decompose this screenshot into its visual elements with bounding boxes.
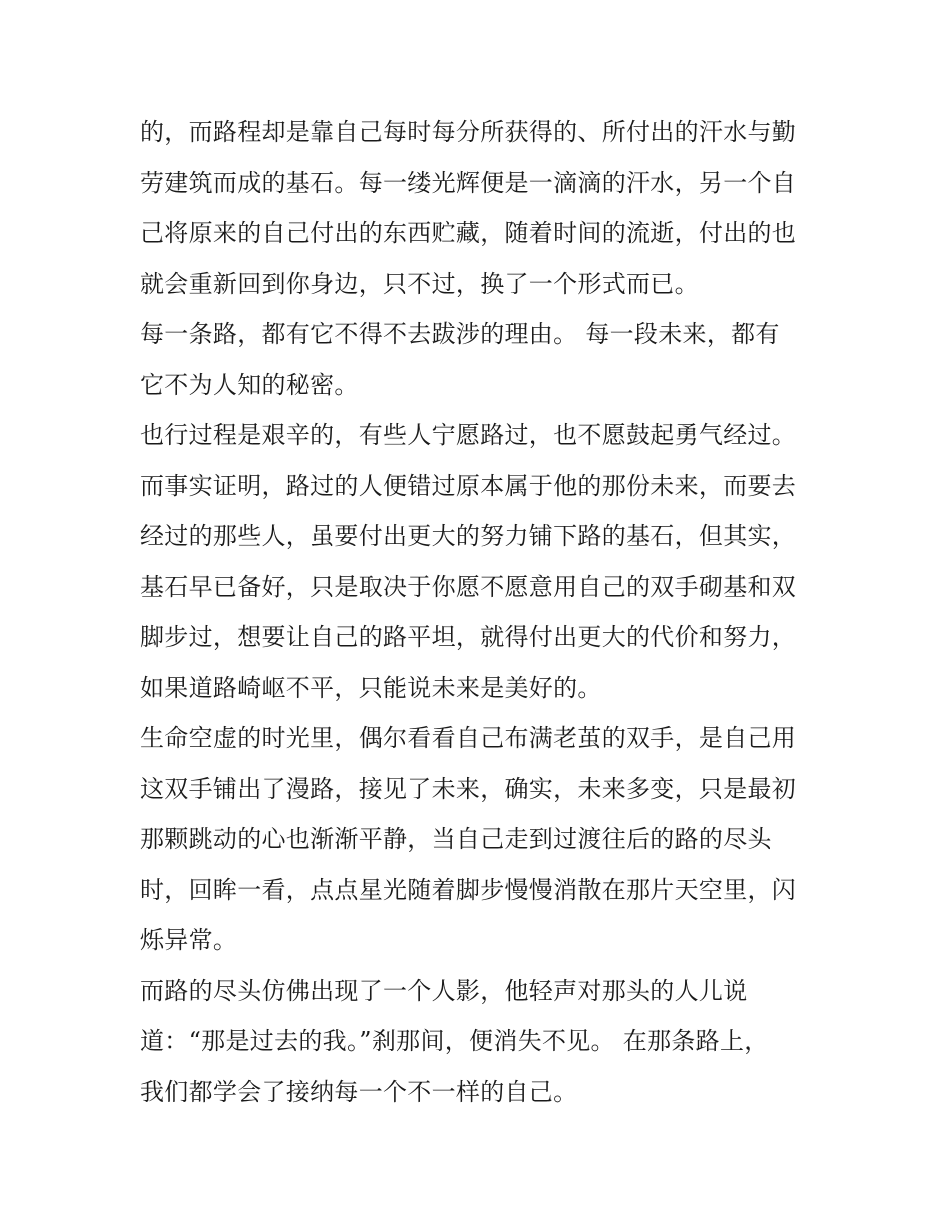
paragraph-1 <box>140 107 820 309</box>
text-line: 如果道路崎岖不平，只能说未来是美好的。 <box>140 673 602 702</box>
text-line: 经过的那些人，虽要付出更大的努力铺下路的基石，但其实， <box>140 522 797 550</box>
text-line: 道：“那是过去的我。”刹那间，便消失不见。 在那条路上， <box>140 1027 769 1055</box>
text-line: 它不为人知的秘密。 <box>140 370 359 399</box>
text-line: 时，回眸一看，点点星光随着脚步慢慢消散在那片天空里，闪 <box>140 875 797 904</box>
document-body <box>140 107 820 1117</box>
text-line: 己将原来的自己付出的东西贮藏，随着时间的流逝，付出的也 <box>140 219 797 247</box>
text-line: 这双手铺出了漫路，接见了未来，确实，未来多变，只是最初 <box>140 774 797 803</box>
paragraph-2 <box>140 309 820 410</box>
text-line: 而事实证明，路过的人便错过原本属于他的那份未来，而要去 <box>140 471 797 500</box>
text-line: 就会重新回到你身边，只不过，换了一个形式而已。 <box>140 269 699 298</box>
text-line: 而路的尽头仿佛出现了一个人影，他轻声对那头的人儿说 <box>140 976 748 1005</box>
text-line: 的，而路程却是靠自己每时每分所获得的、所付出的汗水与勤 <box>140 118 797 146</box>
paragraph-4 <box>140 713 820 966</box>
text-line: 那颗跳动的心也渐渐平静，当自己走到过渡往后的路的尽头 <box>140 825 772 853</box>
text-line: 生命空虚的时光里，偶尔看看自己布满老茧的双手，是自己用 <box>140 724 797 752</box>
text-line: 每一条路，都有它不得不去跋涉的理由。 每一段未来，都有 <box>140 320 780 348</box>
paragraph-3 <box>140 410 820 713</box>
text-line: 基石早已备好，只是取决于你愿不愿意用自己的双手砌基和双 <box>140 572 797 601</box>
text-line: 我们都学会了接纳每一个不一样的自己。 <box>140 1077 578 1106</box>
paragraph-5 <box>140 966 820 1118</box>
text-line: 也行过程是艰辛的，有些人宁愿路过，也不愿鼓起勇气经过。 <box>140 421 797 449</box>
text-line: 脚步过，想要让自己的路平坦，就得付出更大的代价和努力， <box>140 623 797 651</box>
text-line: 劳建筑而成的基石。每一缕光辉便是一滴滴的汗水，另一个自 <box>140 168 797 197</box>
text-line: 烁异常。 <box>140 926 238 954</box>
